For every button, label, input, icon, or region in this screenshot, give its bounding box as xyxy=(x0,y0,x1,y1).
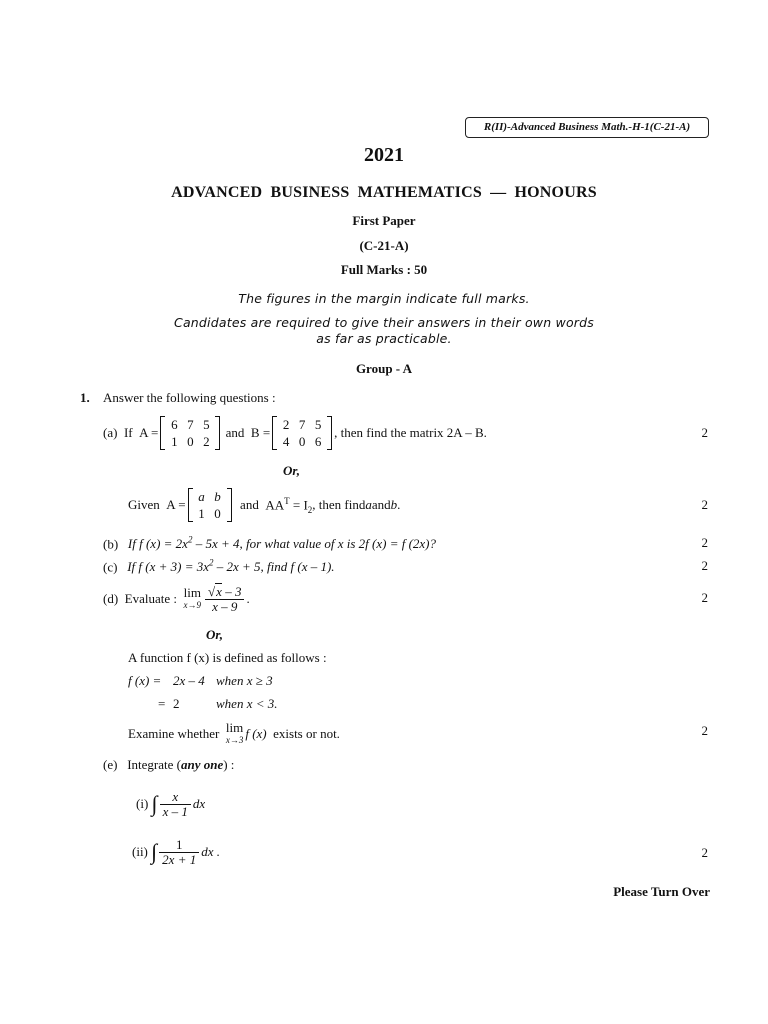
part-b-label: (b) xyxy=(103,536,119,552)
integral-sign-icon: ∫ xyxy=(151,791,158,816)
matrix-cell: 2 xyxy=(203,434,210,449)
matrix-A xyxy=(160,416,220,450)
marks-d-or: 2 xyxy=(701,723,708,738)
examine-post: exists or not. xyxy=(273,726,340,741)
matrix-cell: 0 xyxy=(298,434,306,449)
limit-fraction xyxy=(205,585,244,614)
given-label: Given xyxy=(128,497,160,512)
integral-sign-icon: ∫ xyxy=(151,839,158,864)
case-2-lhs: = xyxy=(158,696,166,711)
matrix-row xyxy=(194,505,226,522)
marks-a: 2 xyxy=(701,425,708,440)
matrix-A-alt xyxy=(188,488,232,522)
part-c xyxy=(103,558,335,575)
part-e-label: (e) xyxy=(103,757,118,772)
exam-year: 2021 xyxy=(364,144,404,166)
paper-title: ADVANCED BUSINESS MATHEMATICS — HONOURS xyxy=(171,184,597,201)
case-1-condition: when x ≥ 3 xyxy=(216,673,273,688)
transpose-sup: T xyxy=(284,495,290,506)
case-1-lhs: f (x) = xyxy=(128,673,162,688)
matrix-cell: 5 xyxy=(203,417,210,432)
limit-operator: lim x→9 xyxy=(183,585,202,610)
matrix-row xyxy=(166,416,214,433)
fraction-denominator: x – 9 xyxy=(212,598,238,614)
part-a-label: (a) xyxy=(103,425,118,440)
part-c-label: (c) xyxy=(103,559,118,575)
part-d: (d) Evaluate : lim x→9 $\frac{√x - 3}{x - 9}$ . xyxy=(103,583,250,614)
instruction-line-2: Candidates are required to give their answers in their own words xyxy=(174,315,594,330)
paper-code-box: R(II)-Advanced Business Math.-H-1(C-21-A) xyxy=(465,117,709,138)
matrix-B xyxy=(272,416,332,450)
matrix-cell: a xyxy=(198,489,205,504)
function-intro: A function f (x) is defined as follows : xyxy=(128,650,327,665)
given-and: and xyxy=(240,497,259,512)
matrix-cell: 0 xyxy=(214,506,221,521)
group-heading: Group - A xyxy=(355,361,413,376)
limit-function: f (x) xyxy=(245,726,267,741)
integral-i: (i) ∫ $\frac{x}{x - 1}$ dx xyxy=(136,788,206,819)
matrix-row xyxy=(194,488,226,505)
marks-c: 2 xyxy=(701,558,708,573)
instruction-line-3: as far as practicable. xyxy=(316,331,452,346)
question-number: 1. xyxy=(80,390,90,405)
part-d-label: (d) xyxy=(103,591,119,606)
marks-a-or: 2 xyxy=(701,497,708,512)
matrix-cell: 4 xyxy=(282,434,290,449)
part-a xyxy=(103,414,487,452)
integrand-i: $\frac{x}{x - 1}$ xyxy=(160,790,191,819)
matrix-cell: 6 xyxy=(171,417,178,432)
fraction-numerator: √x – 3 xyxy=(205,585,244,600)
please-turn-over: Please Turn Over xyxy=(613,884,710,899)
matrix-row xyxy=(166,433,214,450)
part-a-A-eq: A = xyxy=(139,425,159,440)
instruction-line-1: The figures in the margin indicate full marks. xyxy=(238,291,530,306)
given-A-eq: A = xyxy=(166,497,186,512)
matrix-row xyxy=(278,433,326,450)
matrix-row xyxy=(278,416,326,433)
integral-ii-label: (ii) xyxy=(132,844,148,859)
integral-ii: (ii) ∫ $\frac{1}{2x + 1}$ dx . xyxy=(132,836,220,867)
full-marks: Full Marks : 50 xyxy=(340,262,428,277)
part-a-alternative: Given A = a b 1 0 and $AA^T = I_2$ , then find a and b . xyxy=(128,489,401,521)
integral-i-label: (i) xyxy=(136,796,149,811)
part-b xyxy=(103,535,436,552)
marks-d: 2 xyxy=(701,590,708,605)
part-a-tail: , then find the matrix 2A – B. xyxy=(334,425,487,440)
condition: $AA^T = I_2$ xyxy=(265,495,313,515)
examine-line xyxy=(128,719,340,749)
identity-sub: 2 xyxy=(307,504,313,515)
examine-pre: Examine whether xyxy=(128,726,220,741)
any-one-emphasis: any one xyxy=(180,757,224,772)
limit-operator-2: lim x→3 xyxy=(225,720,244,745)
matrix-cell: 1 xyxy=(198,506,205,521)
matrix-cell: b xyxy=(214,489,221,504)
or-separator-2: Or, xyxy=(206,627,223,642)
case-2-value: 2 xyxy=(173,696,180,711)
var-a: a xyxy=(365,497,372,512)
matrix-cell: 6 xyxy=(314,434,322,449)
part-e: (e) Integrate (any one) : xyxy=(103,757,235,772)
question-prompt: Answer the following questions : xyxy=(103,390,276,405)
part-c-text: If f $(x + 3) = 3x^2 - 2x + 5$, find f (x – 1). xyxy=(127,558,335,575)
or-separator-1: Or, xyxy=(283,463,300,478)
paper-code: (C-21-A) xyxy=(359,238,409,253)
part-a-B-eq: B = xyxy=(250,425,271,440)
part-b-text: If f $(x) = 2x^2 - 5x + 4$, for what value of x is 2f (x) = f (2x)? xyxy=(127,535,437,552)
matrix-cell: 5 xyxy=(314,417,322,432)
var-b: b xyxy=(390,497,398,512)
matrix-cell: 2 xyxy=(282,417,290,432)
matrix-cell: 7 xyxy=(298,417,306,432)
case-2-condition: when x < 3. xyxy=(216,696,278,711)
integrand-ii: $\frac{1}{2x + 1}$ xyxy=(159,838,199,867)
marks-b: 2 xyxy=(701,535,708,550)
case-1-value: 2x – 4 xyxy=(173,673,205,688)
matrix-cell: 0 xyxy=(187,434,194,449)
matrix-cell: 7 xyxy=(187,417,194,432)
marks-e: 2 xyxy=(701,845,708,860)
part-a-if: If xyxy=(123,425,133,440)
evaluate-label: Evaluate : xyxy=(124,591,178,606)
matrix-cell: 1 xyxy=(171,434,178,449)
part-a-and: and xyxy=(225,425,245,440)
paper-name: First Paper xyxy=(352,213,416,228)
